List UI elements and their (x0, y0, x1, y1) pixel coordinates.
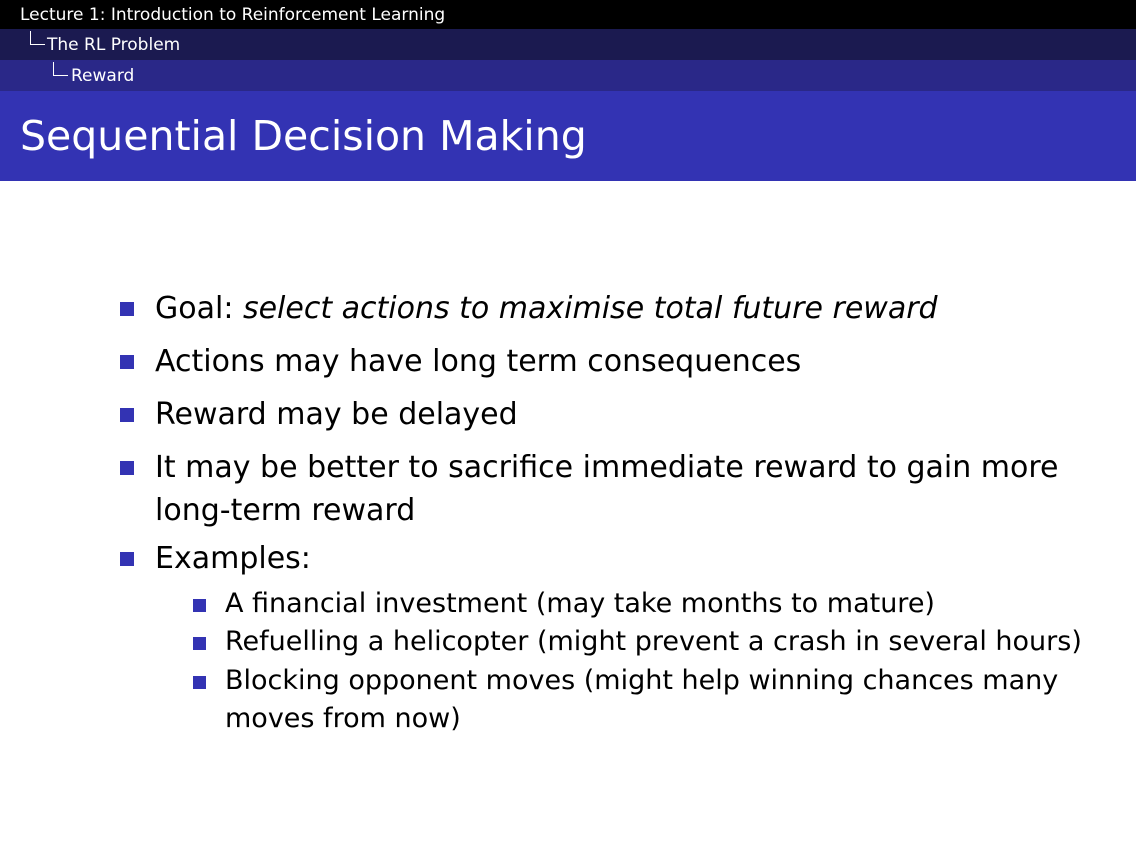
sub-item-helicopter (225, 623, 1105, 661)
bullet-text-line1: It may be better to sacrifice immediate reward to gain more (155, 450, 1059, 485)
square-bullet-icon (193, 676, 206, 689)
frame-title-bar (0, 91, 1136, 181)
goal-label: Goal: (155, 291, 243, 326)
bullet-text: Actions may have long term consequences (155, 344, 802, 379)
header-subsection-bar (0, 60, 1136, 91)
square-bullet-icon (120, 461, 134, 475)
bullet-item-sacrifice (155, 446, 1059, 532)
sub-item-text-line2: moves from now) (225, 703, 461, 734)
goal-emphasis: select actions to maximise total future reward (242, 291, 938, 326)
tree-connector-icon (53, 62, 68, 76)
sub-item-text-line1: Blocking opponent moves (might help winning chances many (225, 665, 1059, 696)
subsection-title: Reward (71, 65, 135, 86)
slide-content (0, 181, 1136, 864)
square-bullet-icon (120, 302, 134, 316)
lecture-title: Lecture 1: Introduction to Reinforcement Learning (20, 4, 446, 25)
sub-item-investment (225, 585, 1105, 623)
bullet-text: Examples: (155, 541, 311, 576)
bullet-item-actions (155, 340, 1055, 383)
bullet-text-line2: long-term reward (155, 493, 416, 528)
bullet-item-examples (155, 537, 1055, 580)
header-section-bar (0, 29, 1136, 60)
bullet-item-goal (155, 287, 1055, 330)
sub-item-blocking (225, 662, 1105, 738)
header-lecture-bar (0, 0, 1136, 29)
square-bullet-icon (120, 552, 134, 566)
square-bullet-icon (193, 599, 206, 612)
sub-item-text: Refuelling a helicopter (might prevent a crash in several hours) (225, 626, 1082, 657)
sub-item-text: A financial investment (may take months to mature) (225, 588, 935, 619)
bullet-item-delayed (155, 393, 1055, 436)
square-bullet-icon (120, 355, 134, 369)
square-bullet-icon (120, 408, 134, 422)
tree-connector-icon (30, 31, 45, 45)
bullet-text: Reward may be delayed (155, 397, 518, 432)
square-bullet-icon (193, 637, 206, 650)
frame-title: Sequential Decision Making (20, 112, 587, 160)
section-title: The RL Problem (47, 34, 181, 55)
